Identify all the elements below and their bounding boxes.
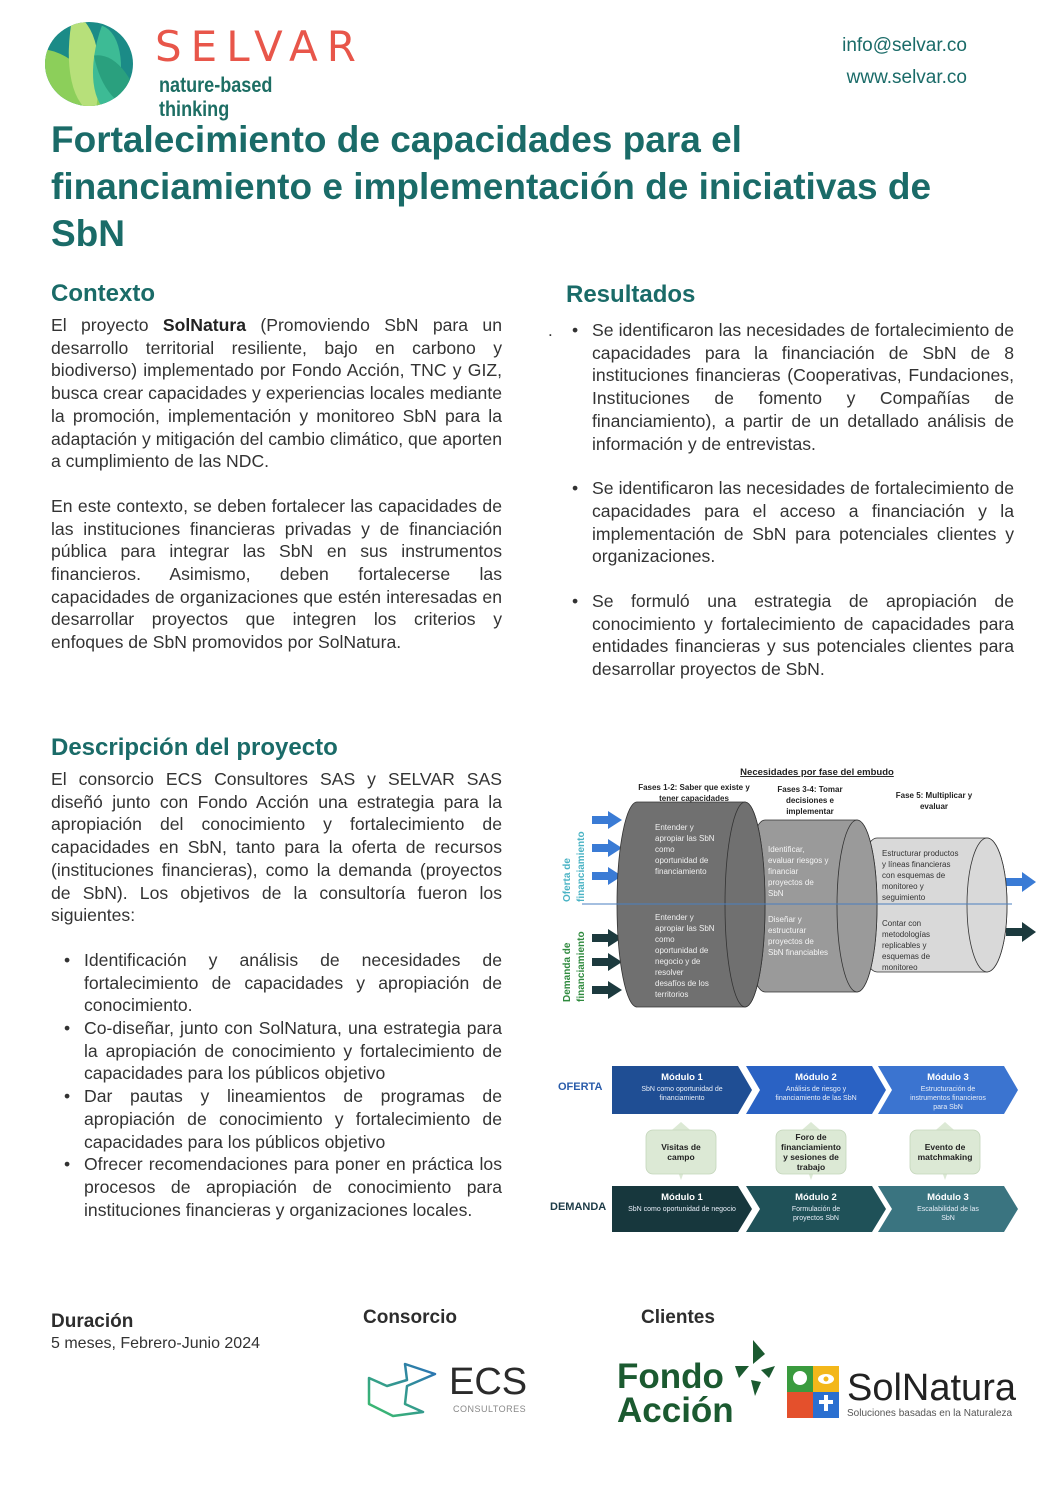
module-subtitle: Escalabilidad de las <box>917 1206 979 1213</box>
funnel-cylinder-face-3 <box>967 838 1007 972</box>
phase-offer-need: SbN <box>768 889 784 898</box>
objective-item: • Identificación y análisis de necesidades de fortalecimiento de capacidades y apropiación de conocimiento. <box>84 949 502 1017</box>
objective-item: • Co-diseñar, junto con SolNatura, una estrategia para la apropiación de conocimiento y fortalecimiento de capacidades para los públicos objetivo <box>84 1017 502 1085</box>
phase-demand-need: Contar con <box>882 919 922 928</box>
activity-label: y sesiones de <box>783 1152 839 1162</box>
fondo-wordmark-line1: Fondo <box>617 1357 724 1396</box>
duracion-text: 5 meses, Febrero-Junio 2024 <box>51 1335 260 1352</box>
contact-info <box>842 30 967 94</box>
activity-label: Foro de <box>795 1132 827 1142</box>
phase-demand-need: apropiar las SbN <box>655 924 715 933</box>
side-label-offer-line: financiamiento <box>576 831 587 902</box>
phase-offer-need: financiar <box>768 867 799 876</box>
module-subtitle: SbN <box>941 1215 955 1222</box>
solnatura-emphasis: SolNatura <box>162 315 246 335</box>
offer-output-arrow-icon <box>1006 872 1036 892</box>
activity-label: Evento de <box>924 1142 966 1152</box>
phase-label: evaluar <box>919 802 949 811</box>
fondo-accion-logo <box>615 1336 780 1428</box>
results-list <box>592 319 1014 681</box>
side-label-offer-line: Oferta de <box>562 858 573 902</box>
phase-label: decisiones e <box>785 796 835 805</box>
activity-label: financiamiento <box>781 1142 841 1152</box>
phase-label: Fases 1-2: Saber que existe y <box>638 783 750 792</box>
phase-demand-need: territorios <box>655 990 689 999</box>
row-label-demand: DEMANDA <box>550 1201 607 1213</box>
side-label-offer <box>562 831 587 902</box>
leaf-emblem-icon <box>45 22 133 106</box>
module-subtitle: proyectos SbN <box>793 1215 839 1222</box>
module-subtitle: Estructuración de <box>920 1086 976 1093</box>
clientes-heading: Clientes <box>641 1307 715 1328</box>
module-title: Módulo 2 <box>795 1192 837 1203</box>
consorcio-heading: Consorcio <box>363 1307 457 1328</box>
logo-tagline: nature-based thinking <box>159 74 273 121</box>
activity-label: Visitas de <box>661 1142 701 1152</box>
phase-offer-need: monitoreo y <box>882 882 924 891</box>
phase-label: implementar <box>786 807 834 816</box>
resultados-heading: Resultados <box>566 281 696 308</box>
module-subtitle: SbN como oportunidad de negocio <box>628 1206 736 1213</box>
side-label-demand-line: financiamiento <box>576 931 587 1002</box>
phase-offer-need: evaluar riesgos y <box>768 856 829 865</box>
funnel-title: Necesidades por fase del embudo <box>740 767 894 778</box>
fondo-wordmark-line2: Acción <box>617 1391 734 1428</box>
phase-demand-need: Entender y <box>655 913 694 922</box>
phase-demand-need: monitoreo <box>882 963 918 972</box>
solnatura-wordmark: SolNatura <box>847 1367 1016 1409</box>
descripcion-intro: El consorcio ECS Consultores SAS y SELVAR SAS diseñó junto con Fondo Acción una estrategia para la apropiación del conocimiento y fortalecimiento de capacidades en SbN, tanto para la oferta de recursos (instituciones financieras), como la demanda (proyectos de SbN). Los objetivos de la consultoría fueron los siguientes: <box>51 769 502 926</box>
funnel-cylinder-face-2 <box>837 820 877 992</box>
phase-demand-need: estructurar <box>768 926 807 935</box>
phase-demand-need: como <box>655 935 675 944</box>
solnatura-subtitle: Soluciones basadas en la Naturaleza <box>847 1408 1013 1419</box>
phase-demand-need: negocio y de <box>655 957 701 966</box>
document-title: Fortalecimiento de capacidades para el financiamiento e implementación de iniciativas de SbN <box>51 119 932 254</box>
module-title: Módulo 1 <box>661 1192 703 1203</box>
phase-offer-need: Identificar, <box>768 845 805 854</box>
solnatura-logo <box>785 1364 1040 1422</box>
objective-item: • Ofrecer recomendaciones para poner en práctica los procesos de apropiación de conocimiento para instituciones financieras y organizaciones locales. <box>84 1153 502 1221</box>
module-subtitle: para SbN <box>933 1104 963 1111</box>
objectives-list <box>84 949 502 1221</box>
demand-arrow-icon <box>592 981 622 999</box>
contexto-paragraph-1: El proyecto SolNatura (Promoviendo SbN para un desarrollo territorial resiliente, bajo en carbono y biodiverso) implementado por Fondo Acción, TNC y GIZ, busca crear capacidades y experiencias locales mediante la promoción, implementación y monitoreo SbN para la adaptación y mitigación del cambio climático, que aporten a cumplimiento de las NDC. <box>51 315 502 472</box>
phase-offer-need: financiamiento <box>655 867 707 876</box>
phase-demand-need: proyectos de <box>768 937 814 946</box>
module-title: Módulo 3 <box>927 1192 969 1203</box>
result-item: • Se identificaron las necesidades de fortalecimiento de capacidades para la financiación de SbN de 8 instituciones financieras (Cooperativas, Fundaciones, Instituciones de fomento y Compañías de financiamiento), a partir de un detallado análisis de información y de entrevistas. <box>592 319 1014 455</box>
descripcion-heading: Descripción del proyecto <box>51 734 338 761</box>
module-subtitle: financiamiento <box>659 1095 705 1102</box>
modules-diagram <box>548 1064 1028 1244</box>
module-title: Módulo 3 <box>927 1072 969 1083</box>
module-subtitle: Formulación de <box>791 1206 841 1213</box>
resultados-section <box>548 281 1014 681</box>
duracion-heading: Duración <box>51 1311 134 1332</box>
email-link[interactable]: info@selvar.co <box>842 35 967 56</box>
demand-arrow-icon <box>592 953 622 971</box>
phase-label: Fases 3-4: Tomar <box>777 785 843 794</box>
phase-offer-need: como <box>655 845 675 854</box>
phase-label: Fase 5: Multiplicar y <box>895 791 973 800</box>
module-subtitle: SbN como oportunidad de <box>641 1086 723 1093</box>
module-title: Módulo 2 <box>795 1072 837 1083</box>
phase-demand-need: oportunidad de <box>655 946 709 955</box>
phase-demand-need: metodologías <box>882 930 931 939</box>
activity-label: matchmaking <box>917 1152 973 1162</box>
phase-offer-need: con esquemas de <box>882 871 946 880</box>
result-item: • Se formuló una estrategia de apropiación de conocimiento y fortalecimiento de capacidades para entidades financieras y sus potenciales clientes para desarrollar proyectos de SbN. <box>592 590 1014 681</box>
phase-demand-need: resolver <box>655 968 684 977</box>
demand-output-arrow-icon <box>1006 922 1036 942</box>
phase-demand-need: replicables y <box>882 941 927 950</box>
phase-label: tener capacidades <box>659 794 729 803</box>
side-label-demand <box>562 931 587 1002</box>
offer-arrow-icon <box>592 811 622 829</box>
offer-arrow-icon <box>592 839 622 857</box>
phase-offer-need: Estructurar productos <box>882 849 959 858</box>
logo-wordmark: SELVAR <box>155 22 365 71</box>
ecs-subtitle: CONSULTORES <box>453 1404 527 1414</box>
module-subtitle: Análisis de riesgo y <box>785 1086 847 1093</box>
module-subtitle: financiamiento de las SbN <box>775 1095 857 1102</box>
ecs-consultores-logo <box>365 1356 545 1420</box>
phase-demand-need: esquemas de <box>882 952 931 961</box>
selvar-logo <box>45 20 365 121</box>
phase-offer-need: apropiar las SbN <box>655 834 715 843</box>
phase-demand-need: SbN financiables <box>768 948 829 957</box>
descripcion-section <box>51 734 502 1221</box>
contexto-paragraph-2: En este contexto, se deben fortalecer las capacidades de las instituciones financieras privadas y de financiación pública para integrar las SbN en sus instrumentos financieros. Asimismo, deben fortalecerse las capacidades de organizaciones que estén interesadas en desarrollar proyectos que integren los criterios y enfoques de SbN promovidos por SolNatura. <box>51 495 502 653</box>
ecs-mark-icon <box>369 1364 435 1416</box>
phase-offer-need: oportunidad de <box>655 856 709 865</box>
phase-demand-need: Diseñar y <box>768 915 802 924</box>
contexto-heading: Contexto <box>51 280 155 307</box>
phase-offer-need: y líneas financieras <box>882 860 951 869</box>
contexto-section <box>51 280 502 654</box>
solnatura-mosaic-icon <box>787 1366 839 1418</box>
module-title: Módulo 1 <box>661 1072 703 1083</box>
objective-item: • Dar pautas y lineamientos de programas de apropiación de conocimiento y fortalecimiento de capacidades para los públicos objetivo <box>84 1085 502 1153</box>
row-label-offer: OFERTA <box>558 1081 603 1093</box>
phase-offer-need: seguimiento <box>882 893 926 902</box>
phase-offer-need: Entender y <box>655 823 694 832</box>
activity-label: campo <box>667 1152 695 1162</box>
website-link[interactable]: www.selvar.co <box>846 67 967 88</box>
ecs-wordmark: ECS <box>449 1361 528 1403</box>
module-subtitle: instrumentos financieros <box>910 1095 986 1102</box>
phase-demand-need: desafíos de los <box>655 979 709 988</box>
pinwheel-icon <box>735 1340 775 1396</box>
result-item: • Se identificaron las necesidades de fortalecimiento de capacidades para el acceso a financiación y la implementación de SbN para potenciales clientes y organizaciones. <box>592 477 1014 568</box>
activity-label: trabajo <box>796 1162 826 1172</box>
funnel-diagram <box>542 762 1042 1012</box>
stray-period: . <box>548 321 553 340</box>
phase-offer-need: proyectos de <box>768 878 814 887</box>
side-label-demand-line: Demanda de <box>562 942 573 1002</box>
